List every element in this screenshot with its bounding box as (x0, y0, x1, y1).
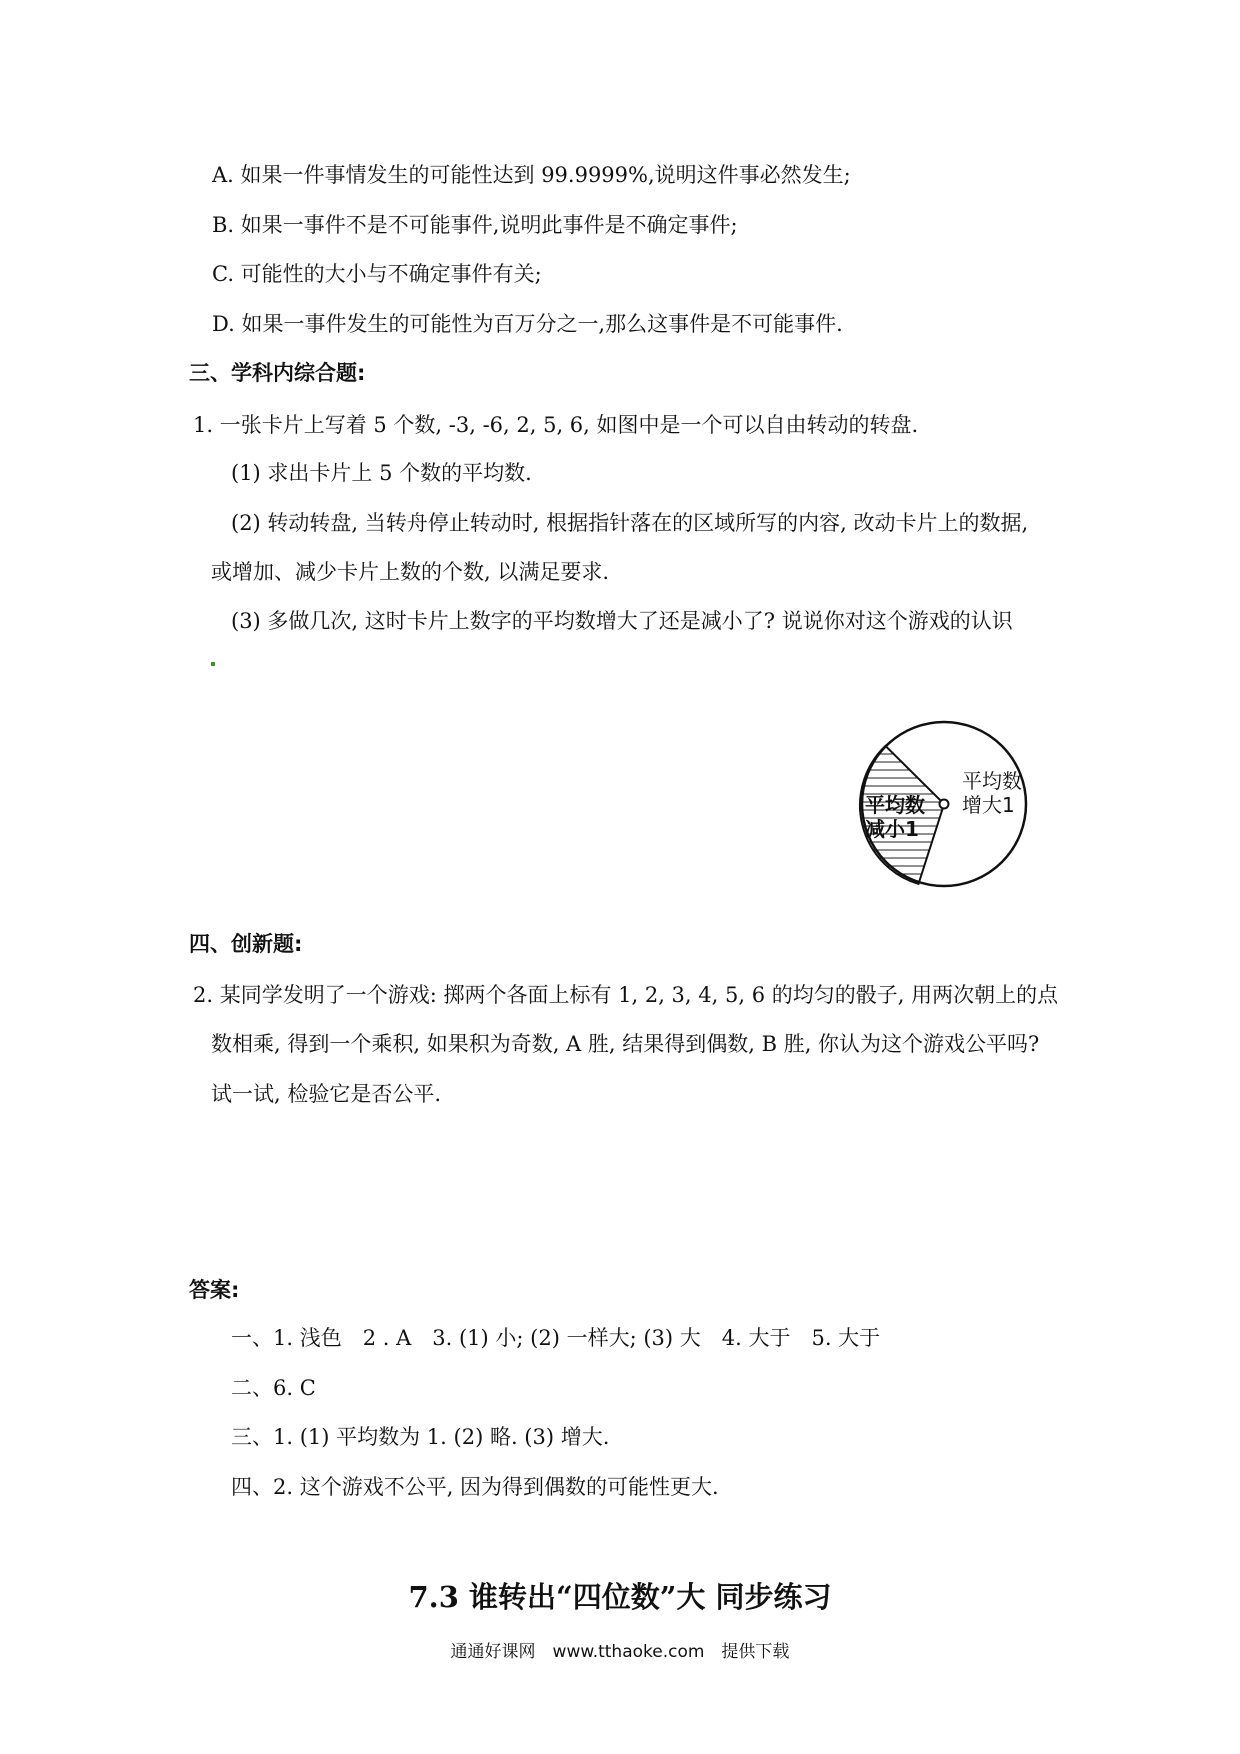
q1-part1: (1) 求出卡片上 5 个数的平均数. (231, 461, 532, 485)
spinner-diagram (855, 718, 1050, 900)
answer-line2: 二、6. C (231, 1376, 316, 1400)
next-section-title: 7.3 谁转出“四位数”大 同步练习 (408, 1580, 832, 1614)
q1-line1: 1. 一张卡片上写着 5 个数, -3, -6, 2, 5, 6, 如图中是一个可以自由转动的转盘. (193, 413, 919, 437)
right-label-line1: 平均数 (962, 769, 1022, 793)
option-a: A. 如果一件事情发生的可能性达到 99.9999%,说明这件事必然发生; (212, 163, 851, 187)
q1-part2-line1: (2) 转动转盘, 当转舟停止转动时, 根据指针落在的区域所写的内容, 改动卡片上的数据, (231, 511, 1029, 535)
page-footer: 通通好课网 www.tthaoke.com 提供下载 (450, 1642, 790, 1662)
q1-part2-line2: 或增加、减少卡片上数的个数, 以满足要求. (211, 560, 610, 584)
answer-line1: 一、1. 浅色 2 . A 3. (1) 小; (2) 一样大; (3) 大 4. 大于 5. 大于 (231, 1326, 881, 1350)
q2-line2: 数相乘, 得到一个乘积, 如果积为奇数, A 胜, 结果得到偶数, B 胜, 你认为这个游戏公平吗? (211, 1032, 1040, 1056)
option-c: C. 可能性的大小与不确定事件有关; (212, 262, 542, 286)
right-label-line2: 增大1 (962, 793, 1015, 817)
option-d: D. 如果一事件发生的可能性为百万分之一,那么这事件是不可能事件. (212, 312, 843, 336)
q2-line3: 试一试, 检验它是否公平. (211, 1082, 442, 1106)
section4-heading: 四、创新题: (189, 932, 303, 956)
q1-part3-line1: (3) 多做几次, 这时卡片上数字的平均数增大了还是减小了? 说说你对这个游戏的认识 (231, 609, 1013, 633)
section3-heading: 三、学科内综合题: (189, 361, 366, 385)
stray-dot (211, 662, 215, 666)
left-label-line2: 减小1 (865, 817, 919, 841)
left-label-line1: 平均数 (865, 793, 925, 817)
answer-line3: 三、1. (1) 平均数为 1. (2) 略. (3) 增大. (231, 1425, 610, 1449)
answers-heading: 答案: (189, 1278, 240, 1302)
option-b: B. 如果一事件不是不可能事件,说明此事件是不确定事件; (212, 213, 738, 237)
q2-line1: 2. 某同学发明了一个游戏: 掷两个各面上标有 1, 2, 3, 4, 5, 6 的均匀的骰子, 用两次朝上的点 (193, 983, 1059, 1007)
spinner-pivot (940, 800, 949, 809)
answer-line4: 四、2. 这个游戏不公平, 因为得到偶数的可能性更大. (231, 1475, 719, 1499)
